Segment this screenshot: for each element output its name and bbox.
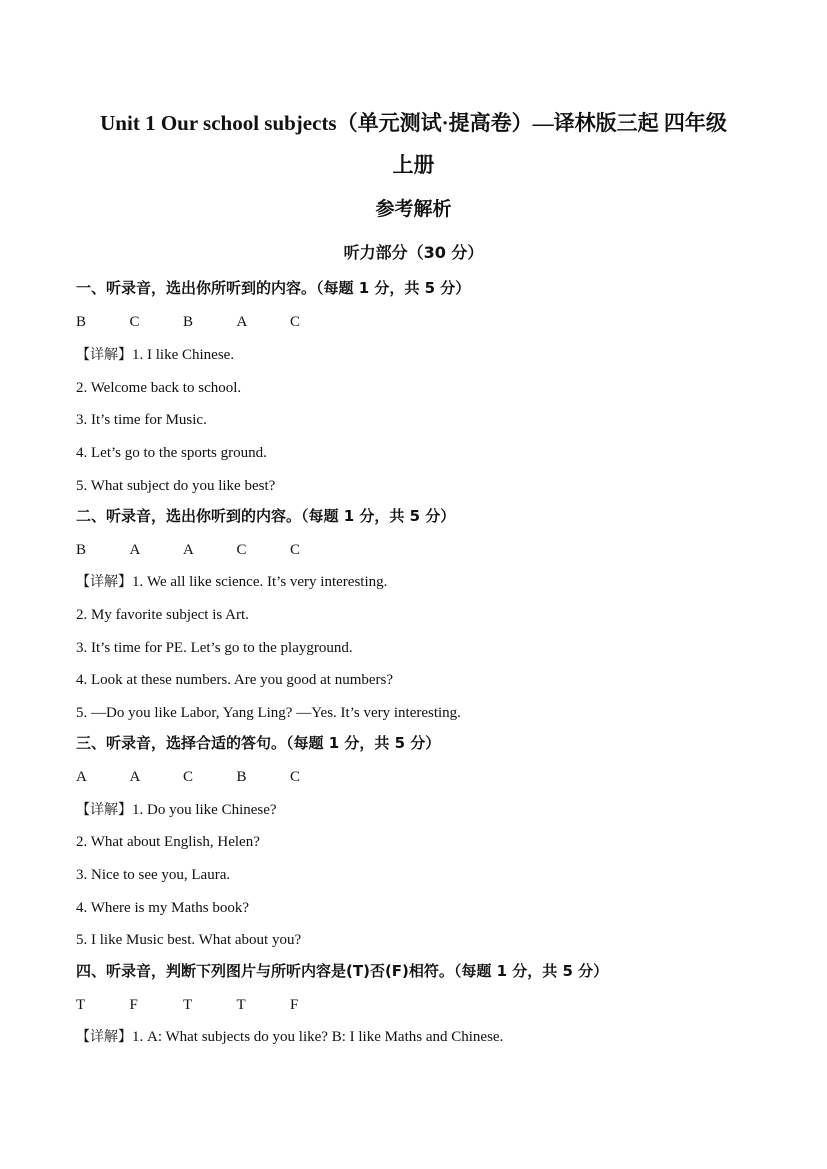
detail-tag: 【详解】	[76, 802, 132, 818]
section-2-heading: 二、听录音，选出你听到的内容。（每题 1 分，共 5 分）	[76, 507, 456, 525]
explanation-text: 1. A: What subjects do you like? B: I like Maths and Chinese.	[132, 1029, 504, 1045]
section-1-heading: 一、听录音，选出你所听到的内容。（每题 1 分，共 5 分）	[76, 279, 471, 297]
explanation-line: 2. Welcome back to school.	[76, 380, 242, 396]
explanation-line: 3. Nice to see you, Laura.	[76, 867, 231, 883]
answer: T	[236, 997, 246, 1013]
explanation-line	[76, 1027, 503, 1047]
section-3-heading: 三、听录音，选择合适的答句。（每题 1 分，共 5 分）	[76, 734, 441, 752]
answer: A	[236, 314, 248, 330]
answer: F	[129, 997, 138, 1013]
section-2-answers	[76, 540, 344, 560]
answer: A	[183, 542, 194, 558]
explanation-line: 3. It’s time for PE. Let’s go to the playground.	[76, 640, 353, 656]
answer: C	[236, 542, 247, 558]
answer: C	[183, 769, 194, 785]
explanation-line	[76, 572, 387, 592]
section-4-answers	[76, 995, 344, 1015]
answer: B	[76, 542, 87, 558]
explanation-text: 1. Do you like Chinese?	[132, 802, 277, 818]
explanation-line: 4. Where is my Maths book?	[76, 900, 250, 916]
explanation-line: 2. What about English, Helen?	[76, 834, 260, 850]
explanation-line: 2. My favorite subject is Art.	[76, 607, 249, 623]
listening-part-heading: 听力部分（30 分）	[343, 243, 484, 262]
document-title-line2: 上册	[392, 153, 435, 177]
explanation-line	[76, 800, 277, 820]
explanation-line: 5. —Do you like Labor, Yang Ling? —Yes. It’s very interesting.	[76, 705, 461, 721]
explanation-line: 3. It’s time for Music.	[76, 412, 207, 428]
answer: F	[290, 997, 299, 1013]
section-3-answers	[76, 767, 344, 787]
explanation-text: 1. We all like science. It’s very interesting.	[132, 574, 388, 590]
explanation-line: 4. Let’s go to the sports ground.	[76, 445, 267, 461]
answer: A	[76, 769, 87, 785]
detail-tag: 【详解】	[76, 1029, 132, 1045]
answer: C	[129, 314, 140, 330]
answer: C	[290, 542, 301, 558]
answer: B	[183, 314, 194, 330]
explanation-line: 5. I like Music best. What about you?	[76, 932, 302, 948]
answer: T	[183, 997, 193, 1013]
answer: A	[129, 542, 141, 558]
answer: B	[76, 314, 87, 330]
answer: B	[236, 769, 247, 785]
answer: C	[290, 314, 301, 330]
explanation-line: 5. What subject do you like best?	[76, 478, 276, 494]
explanation-line	[76, 345, 234, 365]
section-4-heading: 四、听录音，判断下列图片与所听内容是(T)否(F)相符。（每题 1 分，共 5 分）	[76, 962, 609, 980]
answer: T	[76, 997, 86, 1013]
section-1-answers	[76, 312, 344, 332]
detail-tag: 【详解】	[76, 574, 132, 590]
answer: C	[290, 769, 301, 785]
answer-key-heading: 参考解析	[375, 198, 452, 220]
explanation-text: 1. I like Chinese.	[132, 347, 235, 363]
explanation-line: 4. Look at these numbers. Are you good at numbers?	[76, 672, 394, 688]
document-title: Unit 1 Our school subjects（单元测试·提高卷）—译林版三起 四年级	[100, 111, 727, 135]
answer: A	[129, 769, 141, 785]
detail-tag: 【详解】	[76, 347, 132, 363]
